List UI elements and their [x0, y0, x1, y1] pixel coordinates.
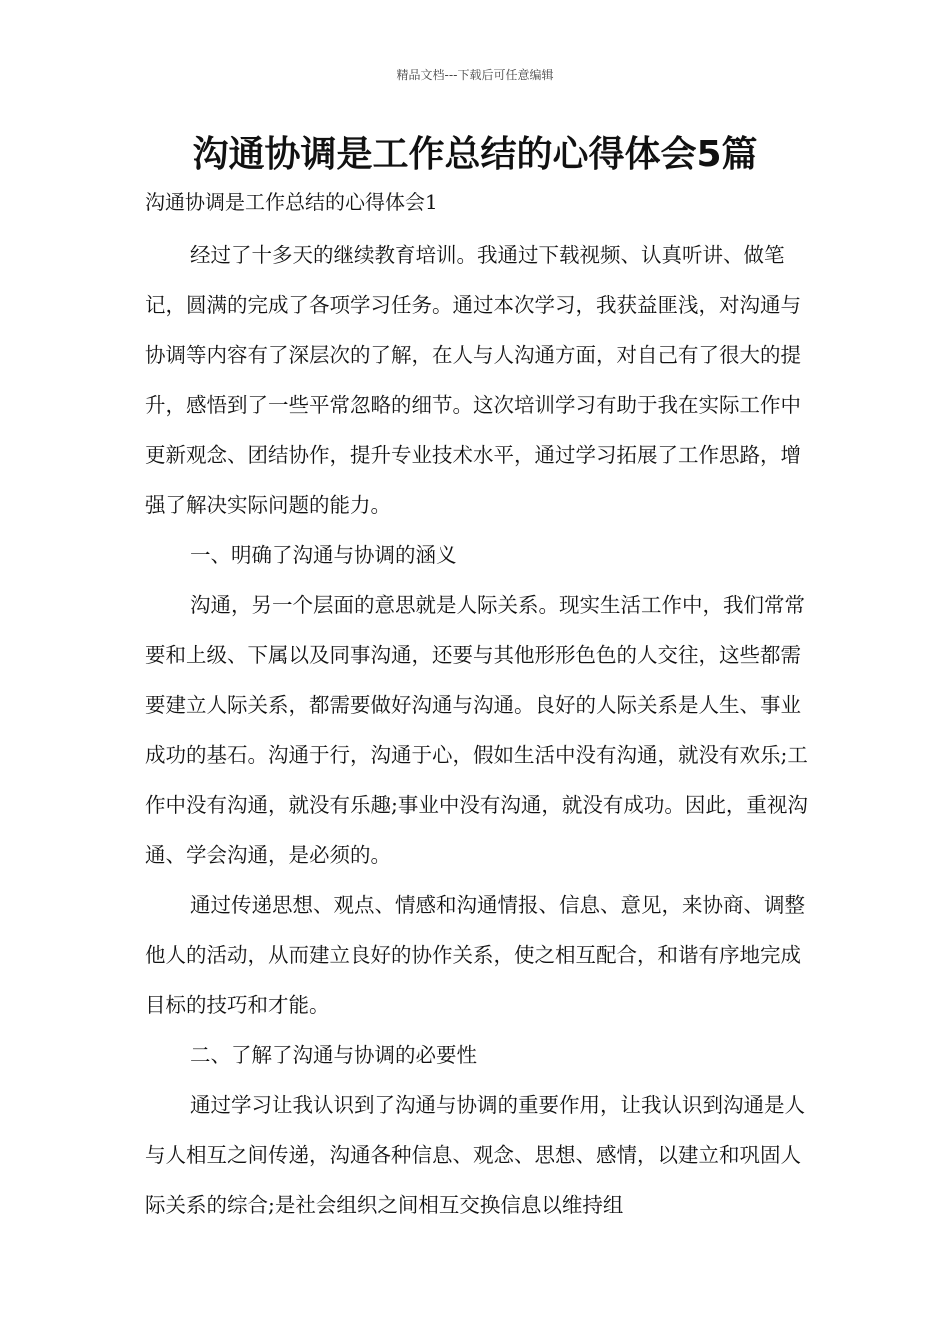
paragraph-communication: 沟通，另一个层面的意思就是人际关系。现实生活工作中，我们常常要和上级、下属以及同事沟通，还要与其他形形色色的人交往，这些都需要建立人际关系，都需要做好沟通与沟通。良好的人际关系是人生、事业成功的基石。沟通于行，沟通于心，假如生活中没有沟通，就没有欢乐;工作中没有沟通，就没有乐趣;事业中没有沟通，就没有成功。因此，重视沟通、学会沟通，是必须的。 [145, 593, 808, 867]
page-header: 精品文档---下载后可任意编辑 [396, 68, 554, 82]
paragraph-necessity: 通过学习让我认识到了沟通与协调的重要作用，让我认识到沟通是人与人相互之间传递，沟通各种信息、观念、思想、感情，以建立和巩固人际关系的综合;是社会组织之间相互交换信息以维持组 [145, 1093, 805, 1217]
document-body [145, 230, 821, 1230]
paragraph-intro: 经过了十多天的继续教育培训。我通过下载视频、认真听讲、做笔记，圆满的完成了各项学习任务。通过本次学习，我获益匪浅，对沟通与协调等内容有了深层次的了解，在人与人沟通方面，对自己有了很大的提升，感悟到了一些平常忽略的细节。这次培训学习有助于我在实际工作中更新观念、团结协作，提升专业技术水平，通过学习拓展了工作思路，增强了解决实际问题的能力。 [145, 243, 801, 517]
section-subtitle: 沟通协调是工作总结的心得体会1 [145, 190, 438, 214]
document-title: 沟通协调是工作总结的心得体会5篇 [192, 134, 758, 175]
section-heading-2: 二、了解了沟通与协调的必要性 [190, 1043, 477, 1067]
section-heading-1: 一、明确了沟通与协调的涵义 [190, 543, 457, 567]
paragraph-definition: 通过传递思想、观点、情感和沟通情报、信息、意见，来协商、调整他人的活动，从而建立良好的协作关系，使之相互配合，和谐有序地完成目标的技巧和才能。 [145, 893, 805, 1017]
